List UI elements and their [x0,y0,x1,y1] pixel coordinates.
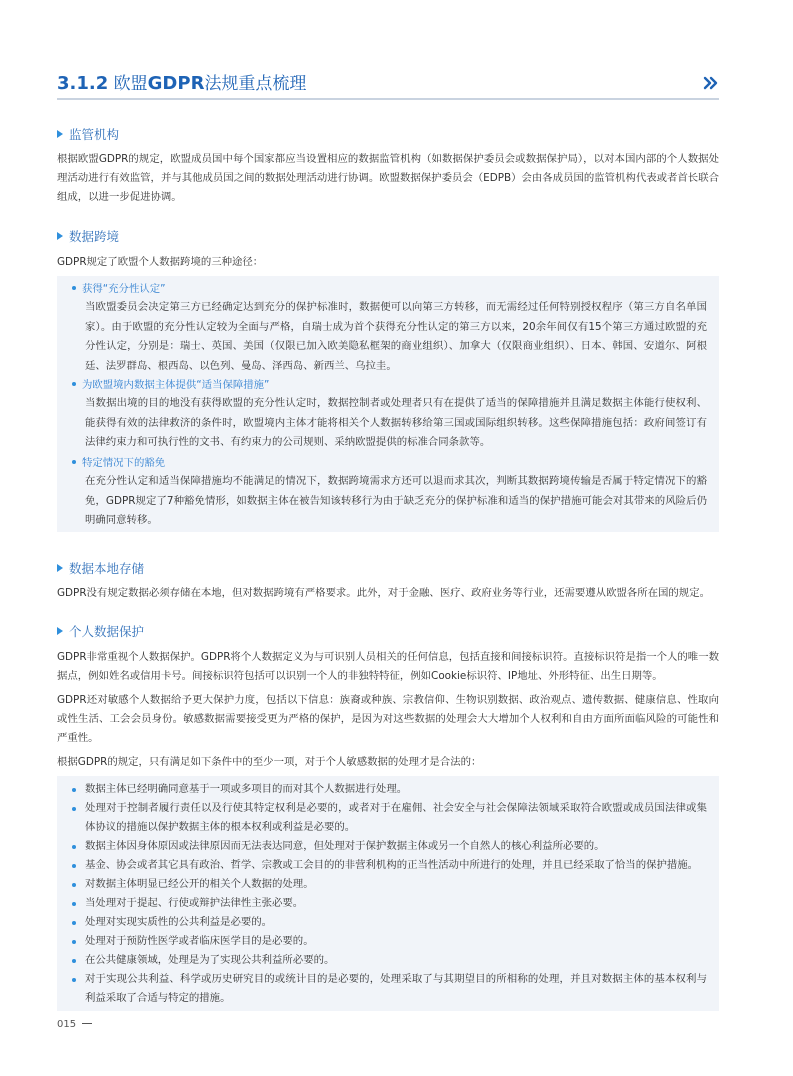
cross-border-item-title: 特定情况下的豁免 [72,454,165,473]
bullet-dot-icon [72,788,76,792]
cross-border-item-title: 为欧盟境内数据主体提供“适当保障措施” [72,376,269,395]
personal-data-paragraph-2: GDPR还对敏感个人数据给予更大保护力度，包括以下信息：族裔或种族、宗教信仰、生物识别数据、政治观点、遗传数据、健康信息、性取向或性生活、工会会员身份。敏感数据需要接受更为严格的保护，是因为对这些数据的处理会大大增加个人权利和自由方面所面临风险的可能性和严重性。 [57,694,719,744]
bullet-dot-icon [72,286,76,290]
bullet-dot-icon [72,382,76,386]
bullet-dot-icon [72,921,76,925]
condition-item: 对数据主体明显已经公开的相关个人数据的处理。 [72,875,707,894]
condition-item: 在公共健康领域，处理是为了实现公共利益所必要的。 [72,951,707,970]
triangle-right-icon [57,627,63,635]
condition-item: 数据主体因身体原因或法律原因而无法表达同意，但处理对于保护数据主体或另一个自然人的核心利益所必要的。 [72,837,707,856]
bullet-dot-icon [72,978,76,982]
section-heading-personal-data [57,623,144,641]
cross-border-box [57,276,719,532]
page-header [57,70,719,100]
section-heading-cross-border [57,228,119,246]
section-heading-label: 数据跨境 [69,229,120,244]
cross-border-item-body: 在充分性认定和适当保障措施均不能满足的情况下，数据跨境需求方还可以退而求其次，判断其数据跨境传输是否属于特定情况下的豁免，GDPR规定了7种豁免情形，如数据主体在被告知该转移行为由于缺乏充分的保护标准和适当的保护措施可能会对其带来的风险后仍明确同意转移。 [85,475,707,526]
bullet-dot-icon [72,807,76,811]
cross-border-item-body: 当数据出境的目的地没有获得欧盟的充分性认定时，数据控制者或处理者只有在提供了适当的保障措施并且满足数据主体能行使权利、能获得有效的法律救济的条件时，欧盟境内主体才能将相关个人数据转移给第三国或国际组织转移。这些保障措施包括：政府间签订有法律约束力和可执行性的文书、有约束力的公司规则、采纳欧盟提供的标准合同条款等。 [85,397,707,448]
cross-border-item-title: 获得“充分性认定” [72,280,166,299]
section-heading-label: 监管机构 [69,127,120,142]
page-number: 015 [57,1019,77,1030]
condition-item: 处理对于预防性医学或者临床医学目的是必要的。 [72,932,707,951]
triangle-right-icon [57,130,63,138]
title-suffix: 法规重点梳理 [204,74,307,94]
condition-item: 当处理对于提起、行使或辩护法律性主张必要。 [72,894,707,913]
bullet-dot-icon [72,940,76,944]
condition-item: 基金、协会或者其它具有政治、哲学、宗教或工会目的的非营利机构的正当性活动中所进行的处理，并且已经采取了恰当的保护措施。 [72,856,707,875]
conditions-box [57,776,719,1011]
title-prefix: 欧盟 [113,74,148,94]
footer-dash [82,1023,92,1024]
supervision-paragraph: 根据欧盟GDPR的规定，欧盟成员国中每个国家都应当设置相应的数据监管机构（如数据保护委员会或数据保护局），以对本国内部的个人数据处理活动进行有效监管，并与其他成员国之间的数据处理活动进行协调。欧盟数据保护委员会（EDPB）会由各成员国的监管机构代表或者首长联合组成，以进一步促进协调。 [57,153,719,203]
page-footer [57,1019,92,1030]
bullet-dot-icon [72,959,76,963]
cross-border-item-body: 当欧盟委员会决定第三方已经确定达到充分的保护标准时，数据便可以向第三方转移，而无需经过任何特别授权程序（第三方自名单国家）。由于欧盟的充分性认定较为全面与严格，自瑞士成为首个获得充分性认定的第三方以来，20余年间仅有15个第三方通过欧盟的充分性认定，分别是：瑞士、英国、美国（仅限已加入欧美隐私框架的商业组织）、加拿大（仅限商业组织）、日本、韩国、安道尔、阿根廷、法罗群岛、根西岛、以色列、曼岛、泽西岛、新西兰、乌拉圭。 [85,301,707,372]
section-heading-supervision [57,126,119,144]
section-heading-label: 数据本地存储 [69,561,145,576]
condition-item: 处理对实现实质性的公共利益是必要的。 [72,913,707,932]
bullet-dot-icon [72,460,76,464]
header-divider [57,98,719,100]
title-number: 3.1.2 [57,73,109,94]
double-chevron-right-icon [703,75,719,91]
page-title [57,72,306,96]
bullet-dot-icon [72,902,76,906]
condition-item: 处理对于控制者履行责任以及行使其特定权利是必要的，或者对于在雇佣、社会安全与社会保障法领域采取符合欧盟或成员国法律或集体协议的措施以保护数据主体的根本权利或利益是必要的。 [72,799,707,837]
bullet-dot-icon [72,883,76,887]
personal-data-paragraph-1: GDPR非常重视个人数据保护。GDPR将个人数据定义为与可识别人员相关的任何信息，包括直接和间接标识符。直接标识符是指一个人的唯一数据点，例如姓名或信用卡号。间接标识符包括可以识别一个人的非独特特征，例如Cookie标识符、IP地址、外形特征、出生日期等。 [57,651,719,682]
title-gdpr: GDPR [147,73,205,94]
triangle-right-icon [57,564,63,572]
section-heading-label: 个人数据保护 [69,624,145,639]
bullet-dot-icon [72,864,76,868]
bullet-dot-icon [72,845,76,849]
local-storage-paragraph: GDPR没有规定数据必须存储在本地，但对数据跨境有严格要求。此外，对于金融、医疗、政府业务等行业，还需要遵从欧盟各所在国的规定。 [57,587,710,599]
condition-item: 数据主体已经明确同意基于一项或多项目的而对其个人数据进行处理。 [72,780,707,799]
condition-item: 对于实现公共利益、科学或历史研究目的或统计目的是必要的，处理采取了与其期望目的所相称的处理，并且对数据主体的基本权利与利益采取了合适与特定的措施。 [72,970,707,1008]
cross-border-intro: GDPR规定了欧盟个人数据跨境的三种途径： [57,256,264,268]
triangle-right-icon [57,232,63,240]
section-heading-local-storage [57,560,144,578]
personal-data-paragraph-3: 根据GDPR的规定，只有满足如下条件中的至少一项，对于个人敏感数据的处理才是合法的： [57,756,482,768]
